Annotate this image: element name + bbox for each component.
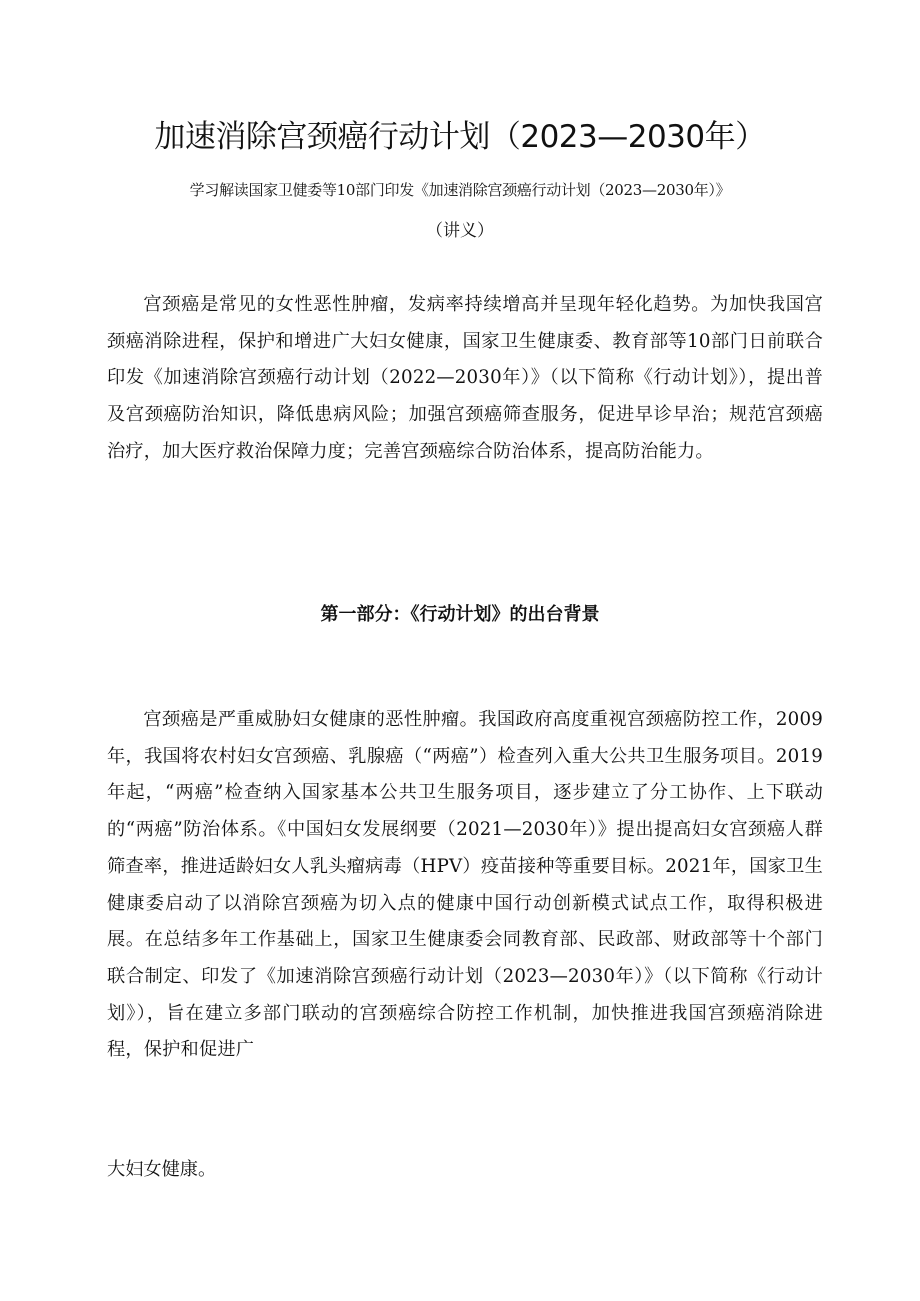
document-subtitle: 学习解读国家卫健委等10部门印发《加速消除宫颈癌行动计划（2023—2030年）》	[189, 181, 731, 199]
background-paragraph-tail: 大妇女健康。	[107, 1159, 217, 1180]
background-paragraph: 宫颈癌是严重威胁妇女健康的恶性肿瘤。我国政府高度重视宫颈癌防控工作，2009年，我国将农村妇女宫颈癌、乳腺癌（“两癌”）检查列入重大公共卫生服务项目。2019年起，“两癌”检查纳入国家基本公共卫生服务项目，逐步建立了分工协作、上下联动的“两癌”防治体系。《中国妇女发展纲要（2021—2030年）》提出提高妇女宫颈癌人群筛查率，推进适龄妇女人乳头瘤病毒（HPV）疫苗接种等重要目标。2021年，国家卫生健康委启动了以消除宫颈癌为切入点的健康中国行动创新模式试点工作，取得积极进展。在总结多年工作基础上，国家卫生健康委会同教育部、民政部、财政部等十个部门联合制定、印发了《加速消除宫颈癌行动计划（2023—2030年）》（以下简称《行动计划》），旨在建立多部门联动的宫颈癌综合防控工作机制，加快推进我国宫颈癌消除进程，保护和促进广	[107, 709, 823, 1061]
intro-paragraph: 宫颈癌是常见的女性恶性肿瘤，发病率持续增高并呈现年轻化趋势。为加快我国宫颈癌消除进程，保护和增进广大妇女健康，国家卫生健康委、教育部等10部门日前联合印发《加速消除宫颈癌行动计划（2022—2030年）》（以下简称《行动计划》），提出普及宫颈癌防治知识，降低患病风险；加强宫颈癌筛查服务，促进早诊早治；规范宫颈癌治疗，加大医疗救治保障力度；完善宫颈癌综合防治体系，提高防治能力。	[107, 294, 823, 462]
document-title: 加速消除宫颈癌行动计划（2023—2030年）	[154, 119, 766, 155]
document-note: （讲义）	[426, 221, 494, 241]
section-heading: 第一部分：《行动计划》的出台背景	[320, 604, 600, 625]
